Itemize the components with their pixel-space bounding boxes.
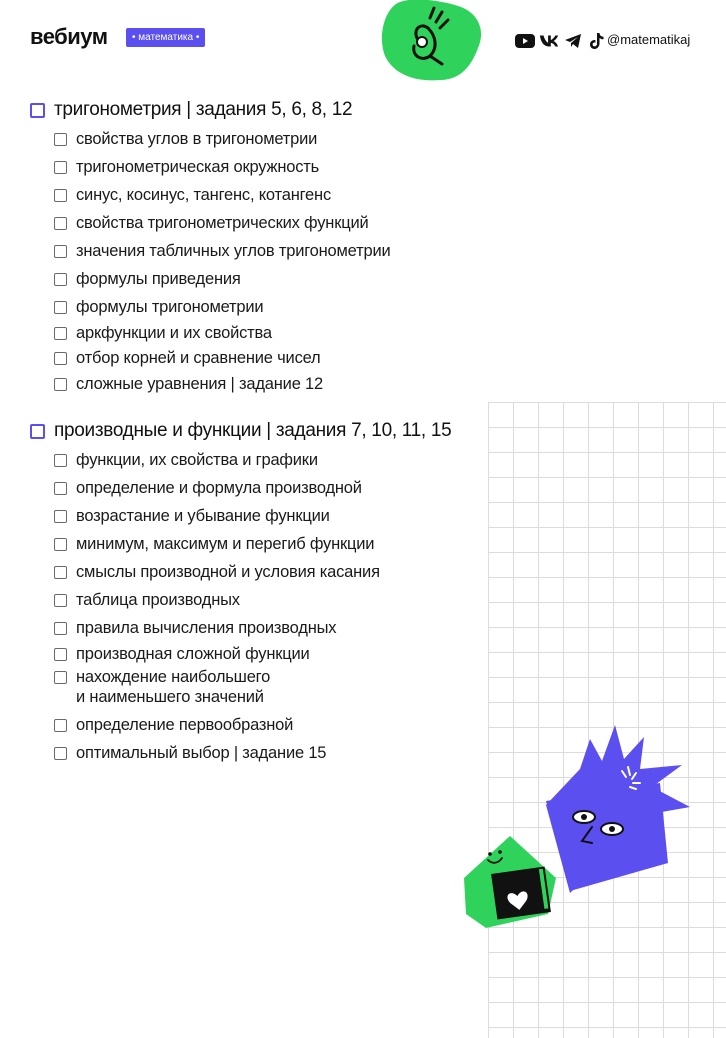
- vk-icon[interactable]: [539, 32, 559, 50]
- list-item: формулы приведения: [54, 269, 390, 297]
- list-item: аркфункции и их свойства: [54, 323, 390, 348]
- topic-checkbox[interactable]: [54, 133, 67, 146]
- list-item: сложные уравнения | задание 12: [54, 374, 390, 400]
- topic-checkbox[interactable]: [54, 648, 67, 661]
- telegram-icon[interactable]: [563, 32, 583, 50]
- list-item: производная сложной функции: [54, 644, 451, 667]
- social-handle[interactable]: @matematikaj: [607, 32, 691, 47]
- section-title-text: производные и функции | задания 7, 10, 11, 15: [54, 420, 452, 441]
- list-item: функции, их свойства и графики: [54, 450, 451, 478]
- topic-checkbox[interactable]: [54, 352, 67, 365]
- list-item: свойства углов в тригонометрии: [54, 129, 390, 157]
- subject-badge: • математика •: [126, 28, 205, 47]
- section-title: [30, 97, 390, 123]
- list-item: оптимальный выбор | задание 15: [54, 743, 451, 769]
- topic-checkbox[interactable]: [54, 538, 67, 551]
- green-house-mascot-icon: [462, 834, 558, 930]
- section-derivatives: [30, 418, 451, 769]
- header: [0, 0, 726, 90]
- list-item: нахождение наибольшего и наименьшего значений: [54, 667, 451, 715]
- topic-list: [54, 450, 451, 769]
- topic-checkbox[interactable]: [54, 671, 67, 684]
- topic-checkbox[interactable]: [54, 161, 67, 174]
- purple-star-mascot-icon: [540, 725, 690, 895]
- tiktok-icon[interactable]: [587, 32, 607, 50]
- topic-checkbox[interactable]: [54, 566, 67, 579]
- section-title-text: тригонометрия | задания 5, 6, 8, 12: [54, 99, 353, 120]
- section-checkbox[interactable]: [30, 424, 45, 439]
- list-item: минимум, максимум и перегиб функции: [54, 534, 451, 562]
- list-item: свойства тригонометрических функций: [54, 213, 390, 241]
- topic-checkbox[interactable]: [54, 378, 67, 391]
- list-item: значения табличных углов тригонометрии: [54, 241, 390, 269]
- youtube-icon[interactable]: [515, 32, 535, 50]
- list-item: синус, косинус, тангенс, котангенс: [54, 185, 390, 213]
- topic-checkbox[interactable]: [54, 245, 67, 258]
- topic-list: [54, 129, 390, 400]
- topic-checkbox[interactable]: [54, 482, 67, 495]
- list-item: правила вычисления производных: [54, 618, 451, 644]
- section-title: [30, 418, 451, 444]
- topic-checkbox[interactable]: [54, 622, 67, 635]
- section-trigonometry: [30, 97, 390, 400]
- topic-checkbox[interactable]: [54, 747, 67, 760]
- list-item: смыслы производной и условия касания: [54, 562, 451, 590]
- grid-background: [488, 402, 726, 1038]
- ok-hand-mascot-icon: [378, 0, 486, 82]
- topic-checkbox[interactable]: [54, 719, 67, 732]
- topic-checkbox[interactable]: [54, 301, 67, 314]
- social-links: [515, 31, 607, 51]
- topic-checkbox[interactable]: [54, 217, 67, 230]
- list-item: таблица производных: [54, 590, 451, 618]
- list-item: отбор корней и сравнение чисел: [54, 348, 390, 374]
- topic-checkbox[interactable]: [54, 510, 67, 523]
- topic-checkbox[interactable]: [54, 327, 67, 340]
- list-item: определение и формула производной: [54, 478, 451, 506]
- list-item: формулы тригонометрии: [54, 297, 390, 323]
- topic-checkbox[interactable]: [54, 454, 67, 467]
- topic-checkbox[interactable]: [54, 594, 67, 607]
- topic-checkbox[interactable]: [54, 189, 67, 202]
- list-item: определение первообразной: [54, 715, 451, 743]
- list-item: тригонометрическая окружность: [54, 157, 390, 185]
- section-checkbox[interactable]: [30, 103, 45, 118]
- topic-checkbox[interactable]: [54, 273, 67, 286]
- list-item: возрастание и убывание функции: [54, 506, 451, 534]
- logo: вебиум: [30, 24, 108, 49]
